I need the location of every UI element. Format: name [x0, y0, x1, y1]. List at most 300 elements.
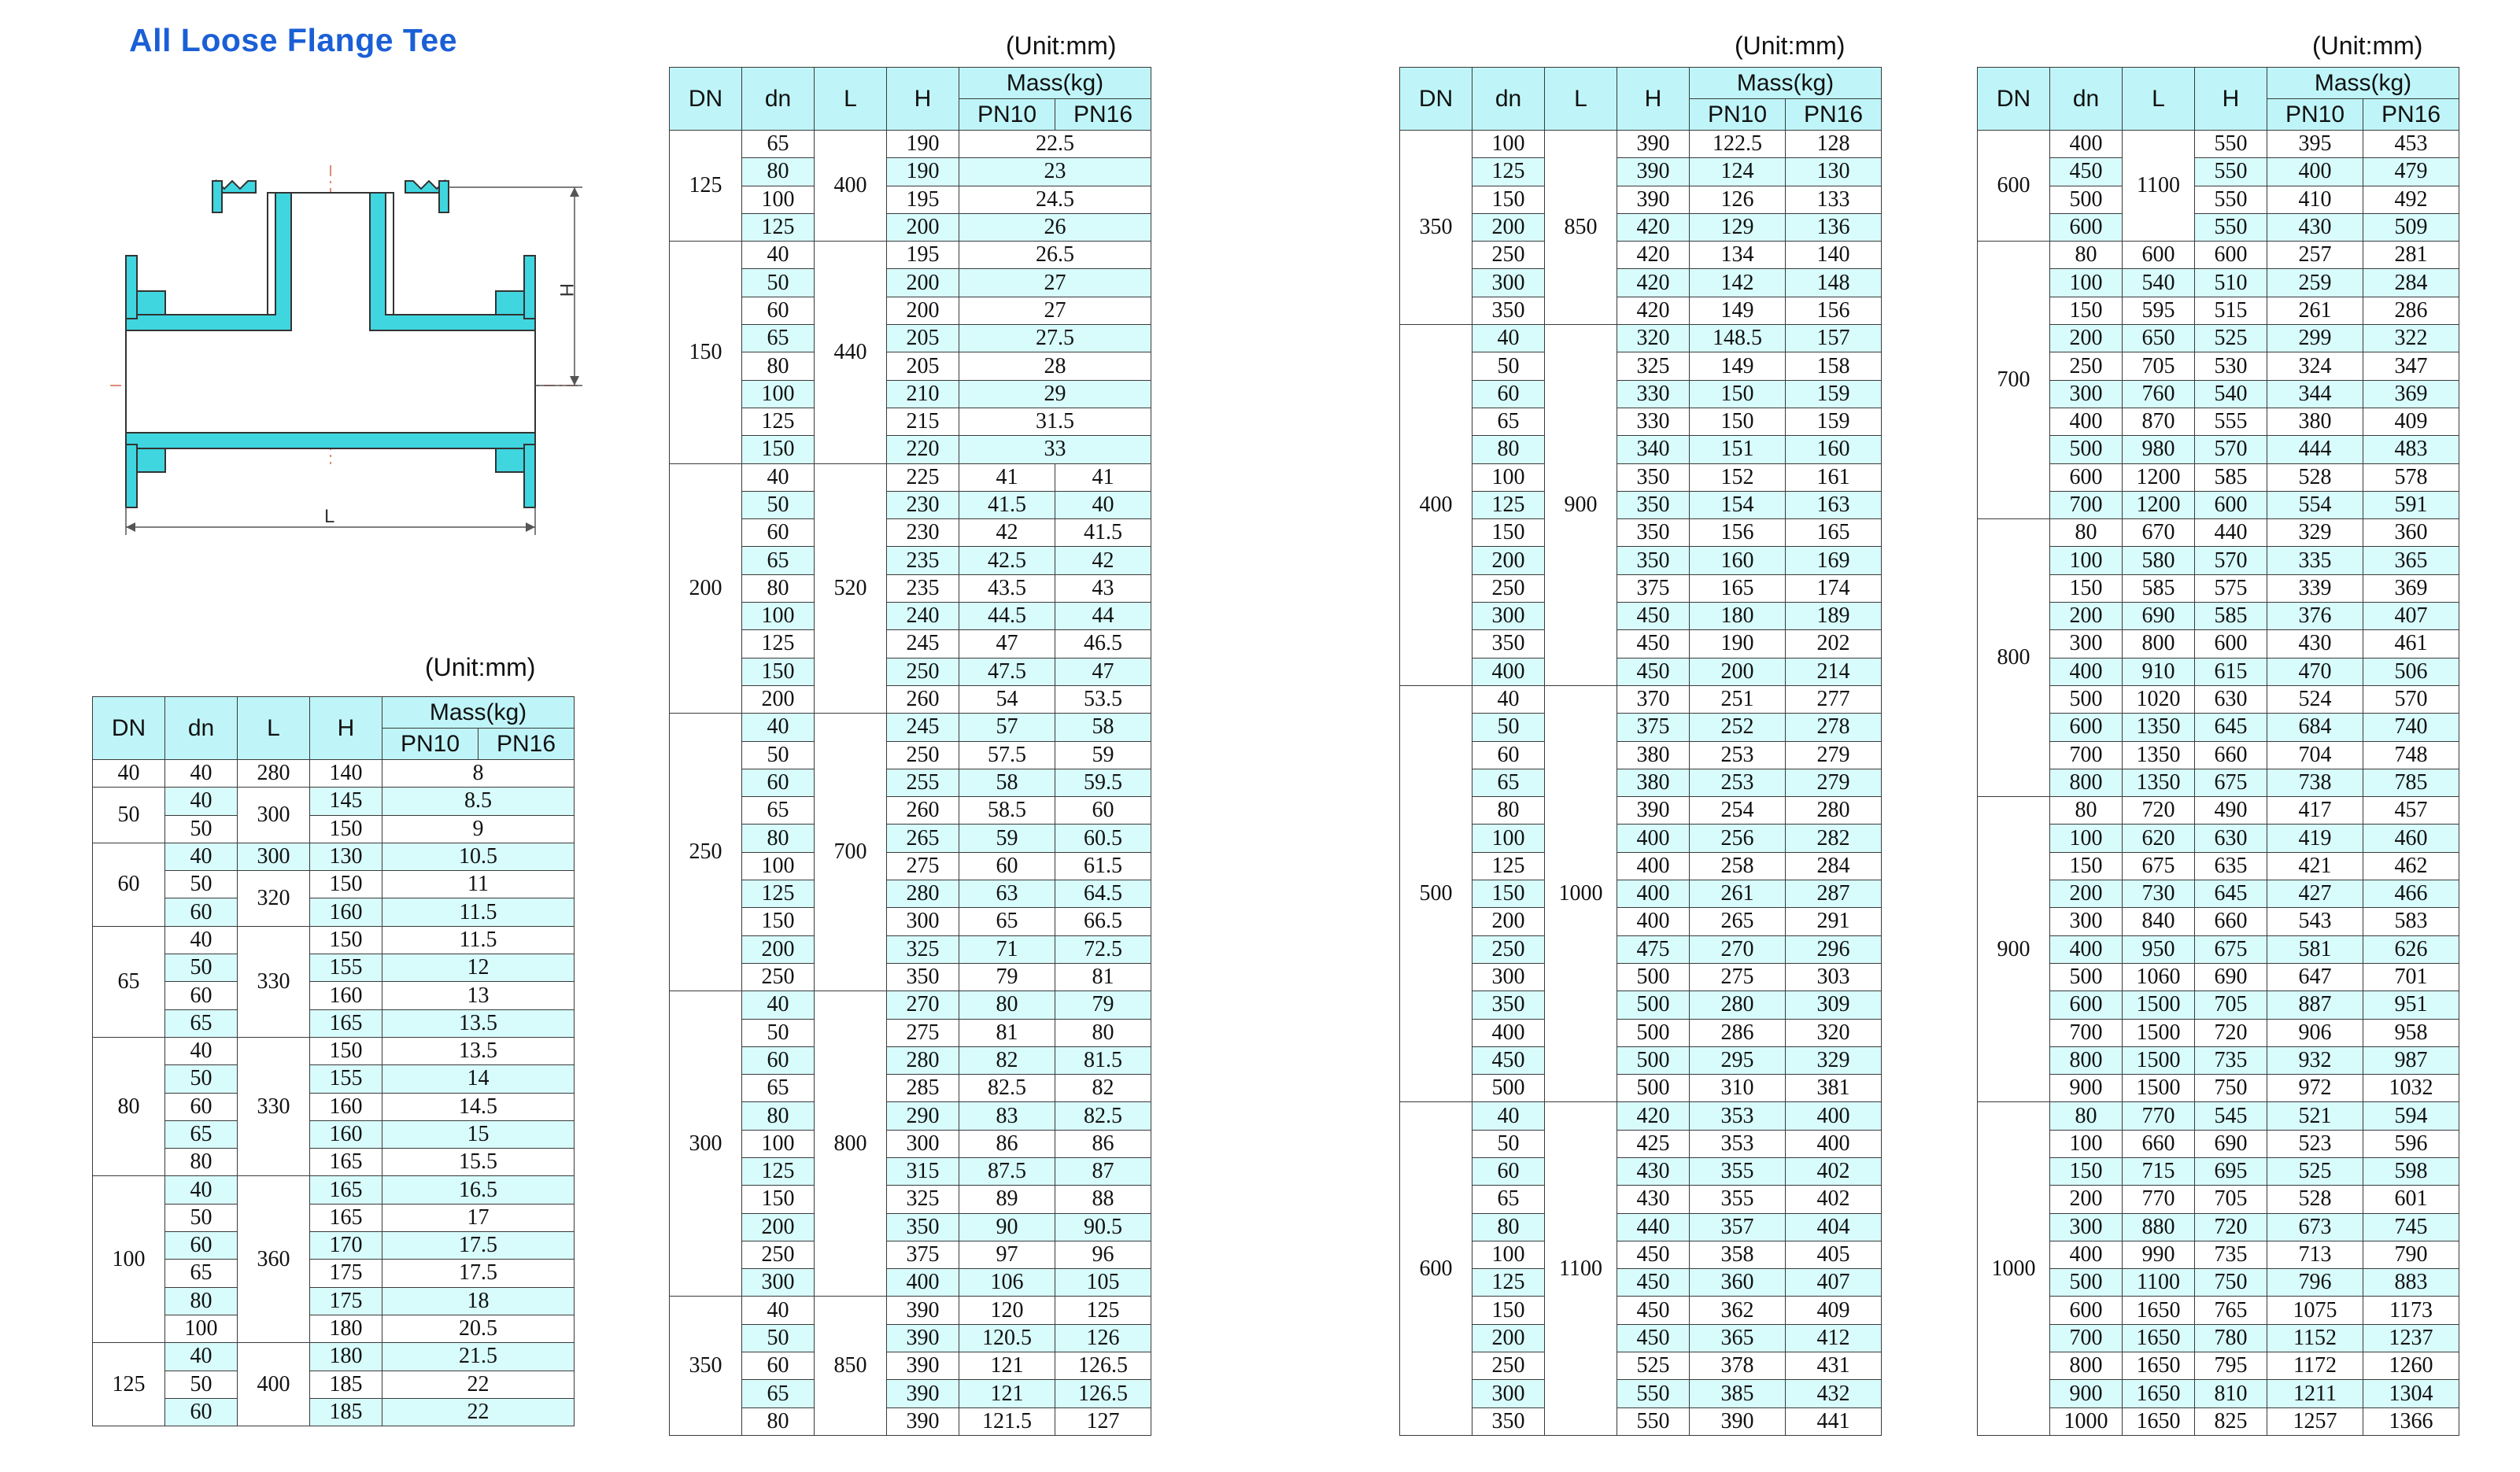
table-row: [1400, 158, 1882, 186]
cell-h: 420: [1617, 1102, 1690, 1130]
cell-h: 550: [2195, 213, 2267, 241]
cell-pn16: 61.5: [1055, 852, 1151, 880]
header-h: H: [887, 68, 959, 131]
cell-pn10: 253: [1690, 769, 1786, 796]
table-row: [1978, 1019, 2459, 1046]
header-h: H: [310, 697, 382, 760]
cell-pn16: 40: [1055, 491, 1151, 518]
cell-h: 130: [310, 843, 382, 870]
cell-pn10: 378: [1690, 1352, 1786, 1380]
cell-h: 280: [887, 1046, 959, 1074]
table-row: [670, 797, 1151, 825]
table-row: [1978, 131, 2459, 158]
cell-pn16: 369: [2363, 574, 2459, 602]
table-row: [93, 1093, 575, 1120]
cell-dn-branch: 600: [2050, 1297, 2123, 1324]
cell-dn-branch: 40: [742, 242, 815, 269]
cell-h: 275: [887, 1019, 959, 1046]
table-row: [1978, 1324, 2459, 1352]
cell-dn-branch: 60: [742, 297, 815, 324]
cell-pn16: 958: [2363, 1019, 2459, 1046]
table-row: [670, 269, 1151, 297]
cell-h: 250: [887, 658, 959, 685]
cell-pn16: 360: [2363, 519, 2459, 547]
cell-dn-branch: 300: [1472, 963, 1545, 991]
table-row: [93, 1260, 575, 1287]
table-row: [1978, 1407, 2459, 1435]
table-row: [670, 547, 1151, 574]
cell-pn16: 80: [1055, 1019, 1151, 1046]
cell-dn-branch: 400: [2050, 131, 2123, 158]
cell-h: 140: [310, 760, 382, 788]
cell-h: 330: [1617, 408, 1690, 435]
cell-pn10: 521: [2267, 1102, 2363, 1130]
cell-dn-branch: 50: [1472, 1130, 1545, 1157]
cell-dn-branch: 100: [1472, 131, 1545, 158]
table-row: [1978, 1102, 2459, 1130]
table-row: [1400, 1380, 1882, 1407]
cell-pn16: 163: [1786, 491, 1882, 518]
cell-l: 715: [2123, 1157, 2195, 1185]
cell-pn10: 528: [2267, 463, 2363, 491]
cell-l: 1350: [2123, 769, 2195, 796]
table-row: [670, 1213, 1151, 1241]
cell-dn-branch: 200: [742, 685, 815, 713]
cell-pn16: 281: [2363, 242, 2459, 269]
cell-mass: 20.5: [382, 1315, 575, 1342]
cell-h: 810: [2195, 1380, 2267, 1407]
cell-pn10: 82.5: [959, 1075, 1055, 1102]
unit-label-1: (Unit:mm): [425, 653, 536, 681]
cell-pn10: 89: [959, 1186, 1055, 1213]
cell-pn16: 407: [2363, 603, 2459, 630]
cell-pn10: 57: [959, 714, 1055, 741]
cell-pn10: 385: [1690, 1380, 1786, 1407]
cell-dn-branch: 80: [1472, 436, 1545, 463]
cell-pn16: 214: [1786, 658, 1882, 685]
cell-pn16: 278: [1786, 714, 1882, 741]
cell-mass: 16.5: [382, 1176, 575, 1204]
cell-pn10: 400: [2267, 158, 2363, 186]
table-row: [670, 825, 1151, 852]
cell-h: 450: [1617, 658, 1690, 685]
cell-dn: 40: [93, 760, 165, 788]
cell-pn16: 1260: [2363, 1352, 2459, 1380]
table-row: [1400, 131, 1882, 158]
cell-h: 390: [887, 1352, 959, 1380]
cell-pn16: 127: [1055, 1407, 1151, 1435]
cell-pn16: 59.5: [1055, 769, 1151, 796]
cell-pn10: 142: [1690, 269, 1786, 297]
cell-pn16: 158: [1786, 352, 1882, 380]
header-dn-branch: dn: [2050, 68, 2123, 131]
cell-pn16: 583: [2363, 908, 2459, 935]
cell-pn16: 43: [1055, 574, 1151, 602]
cell-dn-branch: 200: [2050, 325, 2123, 352]
cell-pn10: 470: [2267, 658, 2363, 685]
cell-dn-branch: 800: [2050, 769, 2123, 796]
cell-h: 390: [887, 1297, 959, 1324]
cell-pn16: 1366: [2363, 1407, 2459, 1435]
cell-h: 205: [887, 325, 959, 352]
cell-pn16: 82: [1055, 1075, 1151, 1102]
cell-dn-branch: 300: [2050, 630, 2123, 658]
table-row: [1400, 186, 1882, 213]
cell-pn10: 972: [2267, 1075, 2363, 1102]
cell-pn10: 355: [1690, 1186, 1786, 1213]
cell-pn10: 355: [1690, 1157, 1786, 1185]
cell-pn16: 509: [2363, 213, 2459, 241]
table-row: [93, 843, 575, 870]
table-row: [1978, 741, 2459, 769]
cell-dn-branch: 500: [2050, 436, 2123, 463]
cell-h: 235: [887, 547, 959, 574]
cell-dn-branch: 125: [742, 880, 815, 908]
cell-h: 200: [887, 269, 959, 297]
cell-dn-branch: 50: [742, 491, 815, 518]
table-row: [1978, 574, 2459, 602]
cell-pn10: 63: [959, 880, 1055, 908]
cell-pn10: 430: [2267, 213, 2363, 241]
cell-mass: 22: [382, 1371, 575, 1398]
table-row: [1978, 852, 2459, 880]
cell-dn-branch: 350: [1472, 991, 1545, 1019]
cell-dn: 700: [1978, 242, 2050, 519]
cell-l: 840: [2123, 908, 2195, 935]
cell-pn10: 524: [2267, 685, 2363, 713]
cell-pn16: 96: [1055, 1241, 1151, 1268]
cell-dn-branch: 100: [2050, 269, 2123, 297]
table-row: [93, 871, 575, 898]
cell-h: 475: [1617, 935, 1690, 963]
cell-dn-branch: 40: [165, 760, 238, 788]
cell-dn-branch: 100: [742, 1130, 815, 1157]
cell-h: 615: [2195, 658, 2267, 685]
cell-dn-branch: 500: [2050, 186, 2123, 213]
cell-h: 165: [310, 1009, 382, 1037]
cell-l: 1500: [2123, 1046, 2195, 1074]
cell-h: 390: [887, 1380, 959, 1407]
cell-dn-branch: 300: [1472, 1380, 1545, 1407]
cell-pn16: 160: [1786, 436, 1882, 463]
table-row: [1400, 1130, 1882, 1157]
cell-l: 1350: [2123, 714, 2195, 741]
cell-dn: 200: [670, 463, 742, 714]
cell-pn10: 190: [1690, 630, 1786, 658]
cell-pn10: 57.5: [959, 741, 1055, 769]
cell-h: 500: [1617, 1046, 1690, 1074]
table-row: [1978, 963, 2459, 991]
dimension-table-4: [1977, 67, 2459, 1436]
table-row: [1978, 269, 2459, 297]
header-pn16: PN16: [479, 729, 575, 760]
cell-h: 795: [2195, 1352, 2267, 1380]
cell-pn16: 47: [1055, 658, 1151, 685]
cell-mass: 28: [959, 352, 1151, 380]
cell-pn16: 159: [1786, 380, 1882, 408]
cell-h: 635: [2195, 852, 2267, 880]
cell-dn-branch: 80: [742, 574, 815, 602]
cell-h: 450: [1617, 603, 1690, 630]
cell-pn10: 906: [2267, 1019, 2363, 1046]
cell-dn-branch: 300: [1472, 603, 1545, 630]
table-row: [1400, 491, 1882, 518]
header-l: L: [1545, 68, 1617, 131]
cell-pn10: 1211: [2267, 1380, 2363, 1407]
table-row: [1978, 797, 2459, 825]
table-row: [670, 630, 1151, 658]
cell-pn10: 150: [1690, 380, 1786, 408]
cell-pn16: 42: [1055, 547, 1151, 574]
cell-pn10: 41.5: [959, 491, 1055, 518]
cell-pn10: 360: [1690, 1269, 1786, 1297]
cell-pn10: 357: [1690, 1213, 1786, 1241]
cell-h: 150: [310, 1037, 382, 1064]
cell-pn16: 161: [1786, 463, 1882, 491]
cell-h: 245: [887, 630, 959, 658]
cell-dn: 600: [1978, 131, 2050, 242]
cell-pn10: 47.5: [959, 658, 1055, 685]
cell-dn-branch: 150: [2050, 297, 2123, 324]
cell-pn16: 41.5: [1055, 519, 1151, 547]
cell-dn: 900: [1978, 797, 2050, 1102]
cell-pn16: 404: [1786, 1213, 1882, 1241]
cell-pn10: 335: [2267, 547, 2363, 574]
table-row: [1400, 991, 1882, 1019]
cell-pn10: 134: [1690, 242, 1786, 269]
table-row: [1400, 603, 1882, 630]
cell-mass: 13: [382, 982, 575, 1009]
cell-mass: 10.5: [382, 843, 575, 870]
header-mass: Mass(kg): [382, 697, 575, 729]
cell-dn-branch: 150: [2050, 574, 2123, 602]
cell-pn10: 887: [2267, 991, 2363, 1019]
cell-mass: 17.5: [382, 1260, 575, 1287]
cell-h: 545: [2195, 1102, 2267, 1130]
cell-h: 450: [1617, 1297, 1690, 1324]
cell-h: 570: [2195, 547, 2267, 574]
dimension-h-label: H: [556, 283, 577, 297]
cell-h: 550: [1617, 1380, 1690, 1407]
table-row: [1978, 880, 2459, 908]
cell-pn10: 543: [2267, 908, 2363, 935]
cell-h: 690: [2195, 1130, 2267, 1157]
cell-pn16: 291: [1786, 908, 1882, 935]
cell-dn-branch: 65: [742, 797, 815, 825]
cell-dn-branch: 400: [2050, 1241, 2123, 1268]
cell-dn-branch: 300: [2050, 380, 2123, 408]
cell-h: 200: [887, 213, 959, 241]
cell-dn-branch: 900: [2050, 1075, 2123, 1102]
table-row: [670, 1407, 1151, 1435]
cell-pn16: 1304: [2363, 1380, 2459, 1407]
cell-dn-branch: 80: [742, 158, 815, 186]
header-pn16: PN16: [2363, 99, 2459, 131]
cell-dn-branch: 900: [2050, 1380, 2123, 1407]
table-row: [1978, 685, 2459, 713]
cell-pn10: 523: [2267, 1130, 2363, 1157]
cell-h: 165: [310, 1204, 382, 1231]
cell-dn-branch: 400: [2050, 408, 2123, 435]
cell-h: 185: [310, 1398, 382, 1426]
cell-dn-branch: 65: [165, 1260, 238, 1287]
cell-dn-branch: 600: [2050, 463, 2123, 491]
table-row: [670, 991, 1151, 1019]
cell-dn-branch: 100: [2050, 547, 2123, 574]
cell-dn-branch: 80: [165, 1149, 238, 1176]
cell-h: 540: [2195, 380, 2267, 408]
cell-dn-branch: 150: [2050, 852, 2123, 880]
table-row: [93, 1204, 575, 1231]
cell-dn-branch: 100: [1472, 825, 1545, 852]
cell-h: 420: [1617, 242, 1690, 269]
cell-pn10: 65: [959, 908, 1055, 935]
cell-dn: 500: [1400, 685, 1472, 1101]
cell-h: 550: [2195, 158, 2267, 186]
cell-pn10: 362: [1690, 1297, 1786, 1324]
cell-pn16: 90.5: [1055, 1213, 1151, 1241]
cell-pn10: 417: [2267, 797, 2363, 825]
cell-h: 525: [2195, 325, 2267, 352]
table-row: [1400, 408, 1882, 435]
cell-dn-branch: 150: [742, 1186, 815, 1213]
cell-pn16: 66.5: [1055, 908, 1151, 935]
table-row: [1978, 1075, 2459, 1102]
cell-l: 1020: [2123, 685, 2195, 713]
cell-l: 1100: [2123, 131, 2195, 242]
cell-dn-branch: 500: [1472, 1075, 1545, 1102]
table-row: [1978, 1130, 2459, 1157]
cell-pn16: 466: [2363, 880, 2459, 908]
table-row: [93, 815, 575, 843]
cell-dn-branch: 800: [2050, 1352, 2123, 1380]
table-row: [670, 408, 1151, 435]
table-row: [1400, 436, 1882, 463]
cell-h: 190: [887, 158, 959, 186]
table-row: [1978, 436, 2459, 463]
cell-h: 515: [2195, 297, 2267, 324]
cell-dn: 600: [1400, 1102, 1472, 1436]
cell-pn16: 148: [1786, 269, 1882, 297]
cell-h: 165: [310, 1149, 382, 1176]
cell-l: 850: [1545, 131, 1617, 325]
cell-l: 730: [2123, 880, 2195, 908]
cell-dn-branch: 65: [742, 1380, 815, 1407]
cell-dn-branch: 50: [742, 1324, 815, 1352]
cell-pn16: 883: [2363, 1269, 2459, 1297]
cell-l: 520: [815, 463, 887, 714]
cell-h: 180: [310, 1315, 382, 1342]
cell-dn-branch: 300: [2050, 1213, 2123, 1241]
cell-h: 330: [1617, 380, 1690, 408]
cell-h: 660: [2195, 741, 2267, 769]
cell-h: 230: [887, 491, 959, 518]
table-row: [670, 242, 1151, 269]
dimension-l-label: L: [324, 506, 335, 527]
cell-dn-branch: 65: [1472, 408, 1545, 435]
cell-dn-branch: 80: [742, 352, 815, 380]
cell-l: 300: [238, 843, 310, 870]
cell-l: 800: [2123, 630, 2195, 658]
cell-l: 660: [2123, 1130, 2195, 1157]
table-row: [670, 1269, 1151, 1297]
table-row: [670, 1380, 1151, 1407]
cell-h: 420: [1617, 297, 1690, 324]
cell-h: 175: [310, 1260, 382, 1287]
cell-pn16: 82.5: [1055, 1102, 1151, 1130]
cell-dn: 400: [1400, 325, 1472, 686]
cell-mass: 9: [382, 815, 575, 843]
cell-dn-branch: 40: [1472, 685, 1545, 713]
cell-pn10: 120: [959, 1297, 1055, 1324]
cell-dn-branch: 50: [165, 815, 238, 843]
cell-dn-branch: 60: [1472, 380, 1545, 408]
cell-h: 490: [2195, 797, 2267, 825]
cell-dn: 125: [93, 1343, 165, 1426]
cell-dn-branch: 40: [165, 1176, 238, 1204]
cell-pn10: 122.5: [1690, 131, 1786, 158]
cell-pn10: 251: [1690, 685, 1786, 713]
table-row: [93, 1009, 575, 1037]
cell-dn-branch: 40: [165, 843, 238, 870]
cell-h: 375: [1617, 574, 1690, 602]
cell-h: 160: [310, 1120, 382, 1148]
table-row: [670, 603, 1151, 630]
table-row: [93, 1398, 575, 1426]
cell-dn-branch: 400: [1472, 1019, 1545, 1046]
header-pn16: PN16: [1055, 99, 1151, 131]
table-row: [1978, 630, 2459, 658]
cell-l: 360: [238, 1176, 310, 1343]
cell-pn16: 126.5: [1055, 1380, 1151, 1407]
cell-pn16: 309: [1786, 991, 1882, 1019]
cell-h: 675: [2195, 769, 2267, 796]
cell-dn-branch: 700: [2050, 741, 2123, 769]
cell-h: 500: [1617, 1075, 1690, 1102]
cell-h: 400: [1617, 880, 1690, 908]
cell-h: 240: [887, 603, 959, 630]
cell-pn16: 409: [2363, 408, 2459, 435]
table-row: [1400, 297, 1882, 324]
cell-h: 165: [310, 1176, 382, 1204]
cell-dn-branch: 300: [1472, 269, 1545, 297]
cell-pn10: 41: [959, 463, 1055, 491]
cell-h: 550: [2195, 131, 2267, 158]
cell-pn10: 528: [2267, 1186, 2363, 1213]
table-row: [670, 880, 1151, 908]
cell-pn10: 554: [2267, 491, 2363, 518]
table-row: [670, 1102, 1151, 1130]
cell-mass: 33: [959, 436, 1151, 463]
table-row: [670, 463, 1151, 491]
cell-h: 400: [1617, 908, 1690, 935]
cell-h: 195: [887, 242, 959, 269]
cell-mass: 14: [382, 1065, 575, 1093]
table-row: [670, 380, 1151, 408]
header-mass: Mass(kg): [1690, 68, 1882, 99]
cell-h: 690: [2195, 963, 2267, 991]
cell-pn10: 410: [2267, 186, 2363, 213]
table-row: [1400, 769, 1882, 796]
cell-dn-branch: 60: [165, 1093, 238, 1120]
cell-l: 950: [2123, 935, 2195, 963]
cell-pn16: 280: [1786, 797, 1882, 825]
cell-pn16: 287: [1786, 880, 1882, 908]
table-row: [670, 186, 1151, 213]
cell-pn16: 381: [1786, 1075, 1882, 1102]
cell-pn10: 1257: [2267, 1407, 2363, 1435]
cell-pn16: 284: [1786, 852, 1882, 880]
